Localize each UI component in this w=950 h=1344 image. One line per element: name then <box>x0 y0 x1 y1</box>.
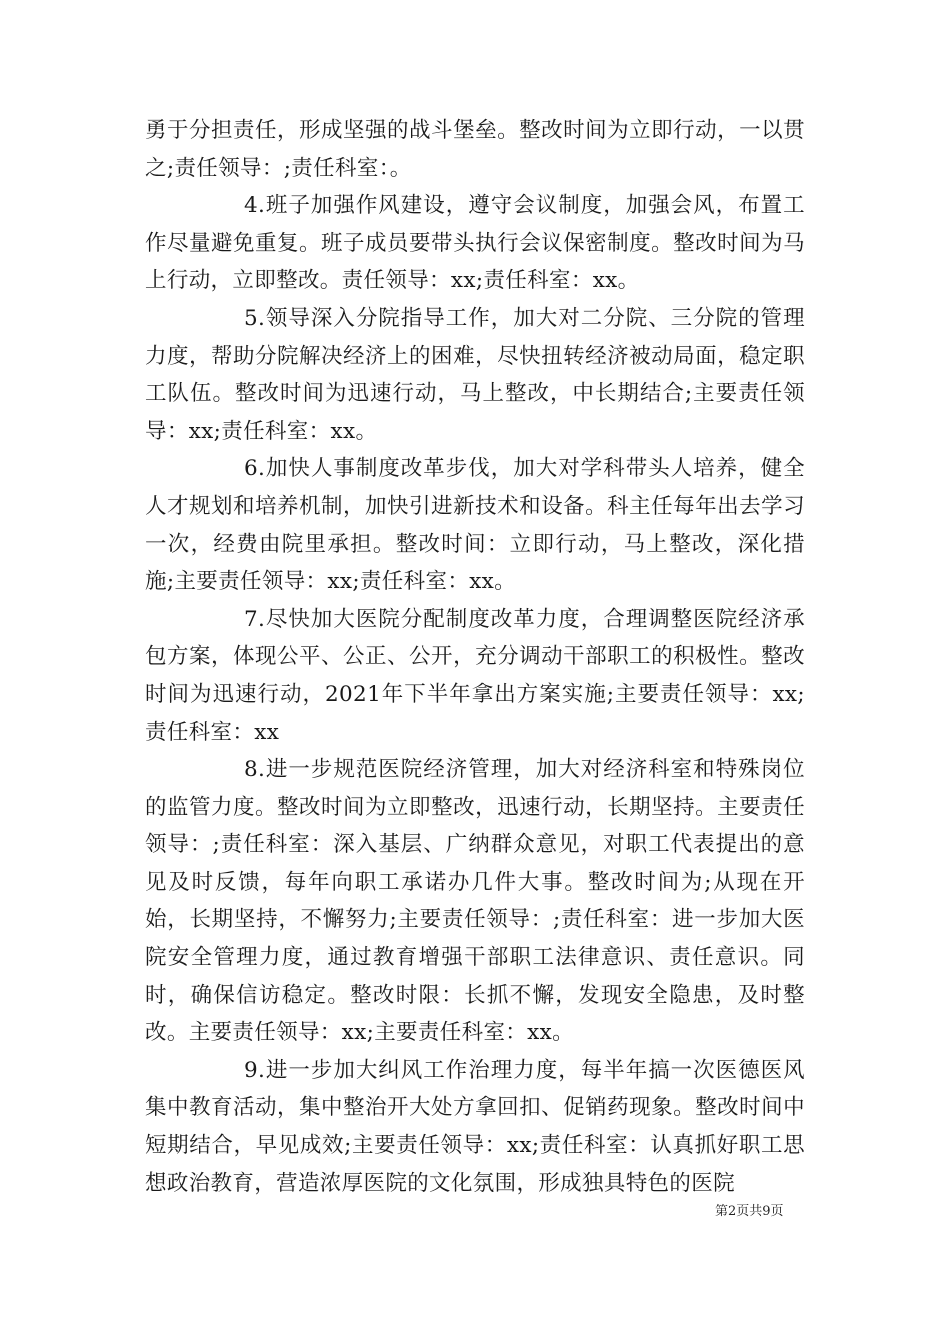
paragraph-continuation: 勇于分担责任，形成坚强的战斗堡垒。整改时间为立即行动，一以贯之;责任领导：;责任科室：。 <box>145 118 805 181</box>
paragraph-item-7: 7.尽快加大医院分配制度改革力度，合理调整医院经济承包方案，体现公平、公正、公开，充分调动干部职工的积极性。整改时间为迅速行动，2021年下半年拿出方案实施;主要责任领导：xx;责任科室：xx <box>145 606 805 745</box>
paragraph-item-6: 6.加快人事制度改革步伐，加大对学科带头人培养，健全人才规划和培养机制，加快引进新技术和设备。科主任每年出去学习一次，经费由院里承担。整改时间：立即行动，马上整改，深化措施;主要责任领导：xx;责任科室：xx。 <box>145 456 805 595</box>
document-body <box>145 112 805 1202</box>
paragraph-item-4: 4.班子加强作风建设，遵守会议制度，加强会风，布置工作尽量避免重复。班子成员要带头执行会议保密制度。整改时间为马上行动，立即整改。责任领导：xx;责任科室：xx。 <box>145 193 805 294</box>
paragraph-item-9: 9.进一步加大纠风工作治理力度，每半年搞一次医德医风集中教育活动，集中整治开大处方拿回扣、促销药现象。整改时间中短期结合，早见成效;主要责任领导：xx;责任科室：认真抓好职工思想政治教育，营造浓厚医院的文化氛围，形成独具特色的医院 <box>145 1057 805 1196</box>
paragraph-item-5: 5.领导深入分院指导工作，加大对二分院、三分院的管理力度，帮助分院解决经济上的困难，尽快扭转经济被动局面，稳定职工队伍。整改时间为迅速行动，马上整改，中长期结合;主要责任领导：xx;责任科室：xx。 <box>145 305 805 444</box>
paragraph-item-8: 8.进一步规范医院经济管理，加大对经济科室和特殊岗位的监管力度。整改时间为立即整改，迅速行动，长期坚持。主要责任领导：;责任科室：深入基层、广纳群众意见，对职工代表提出的意见及时反馈，每年向职工承诺办几件大事。整改时间为;从现在开始，长期坚持，不懈努力;主要责任领导：;责任科室：进一步加大医院安全管理力度，通过教育增强干部职工法律意识、责任意识。同时，确保信访稳定。整改时限：长抓不懈，发现安全隐患，及时整改。主要责任领导：xx;主要责任科室：xx。 <box>145 757 805 1046</box>
page-number: 第2页共9页 <box>715 1204 784 1219</box>
